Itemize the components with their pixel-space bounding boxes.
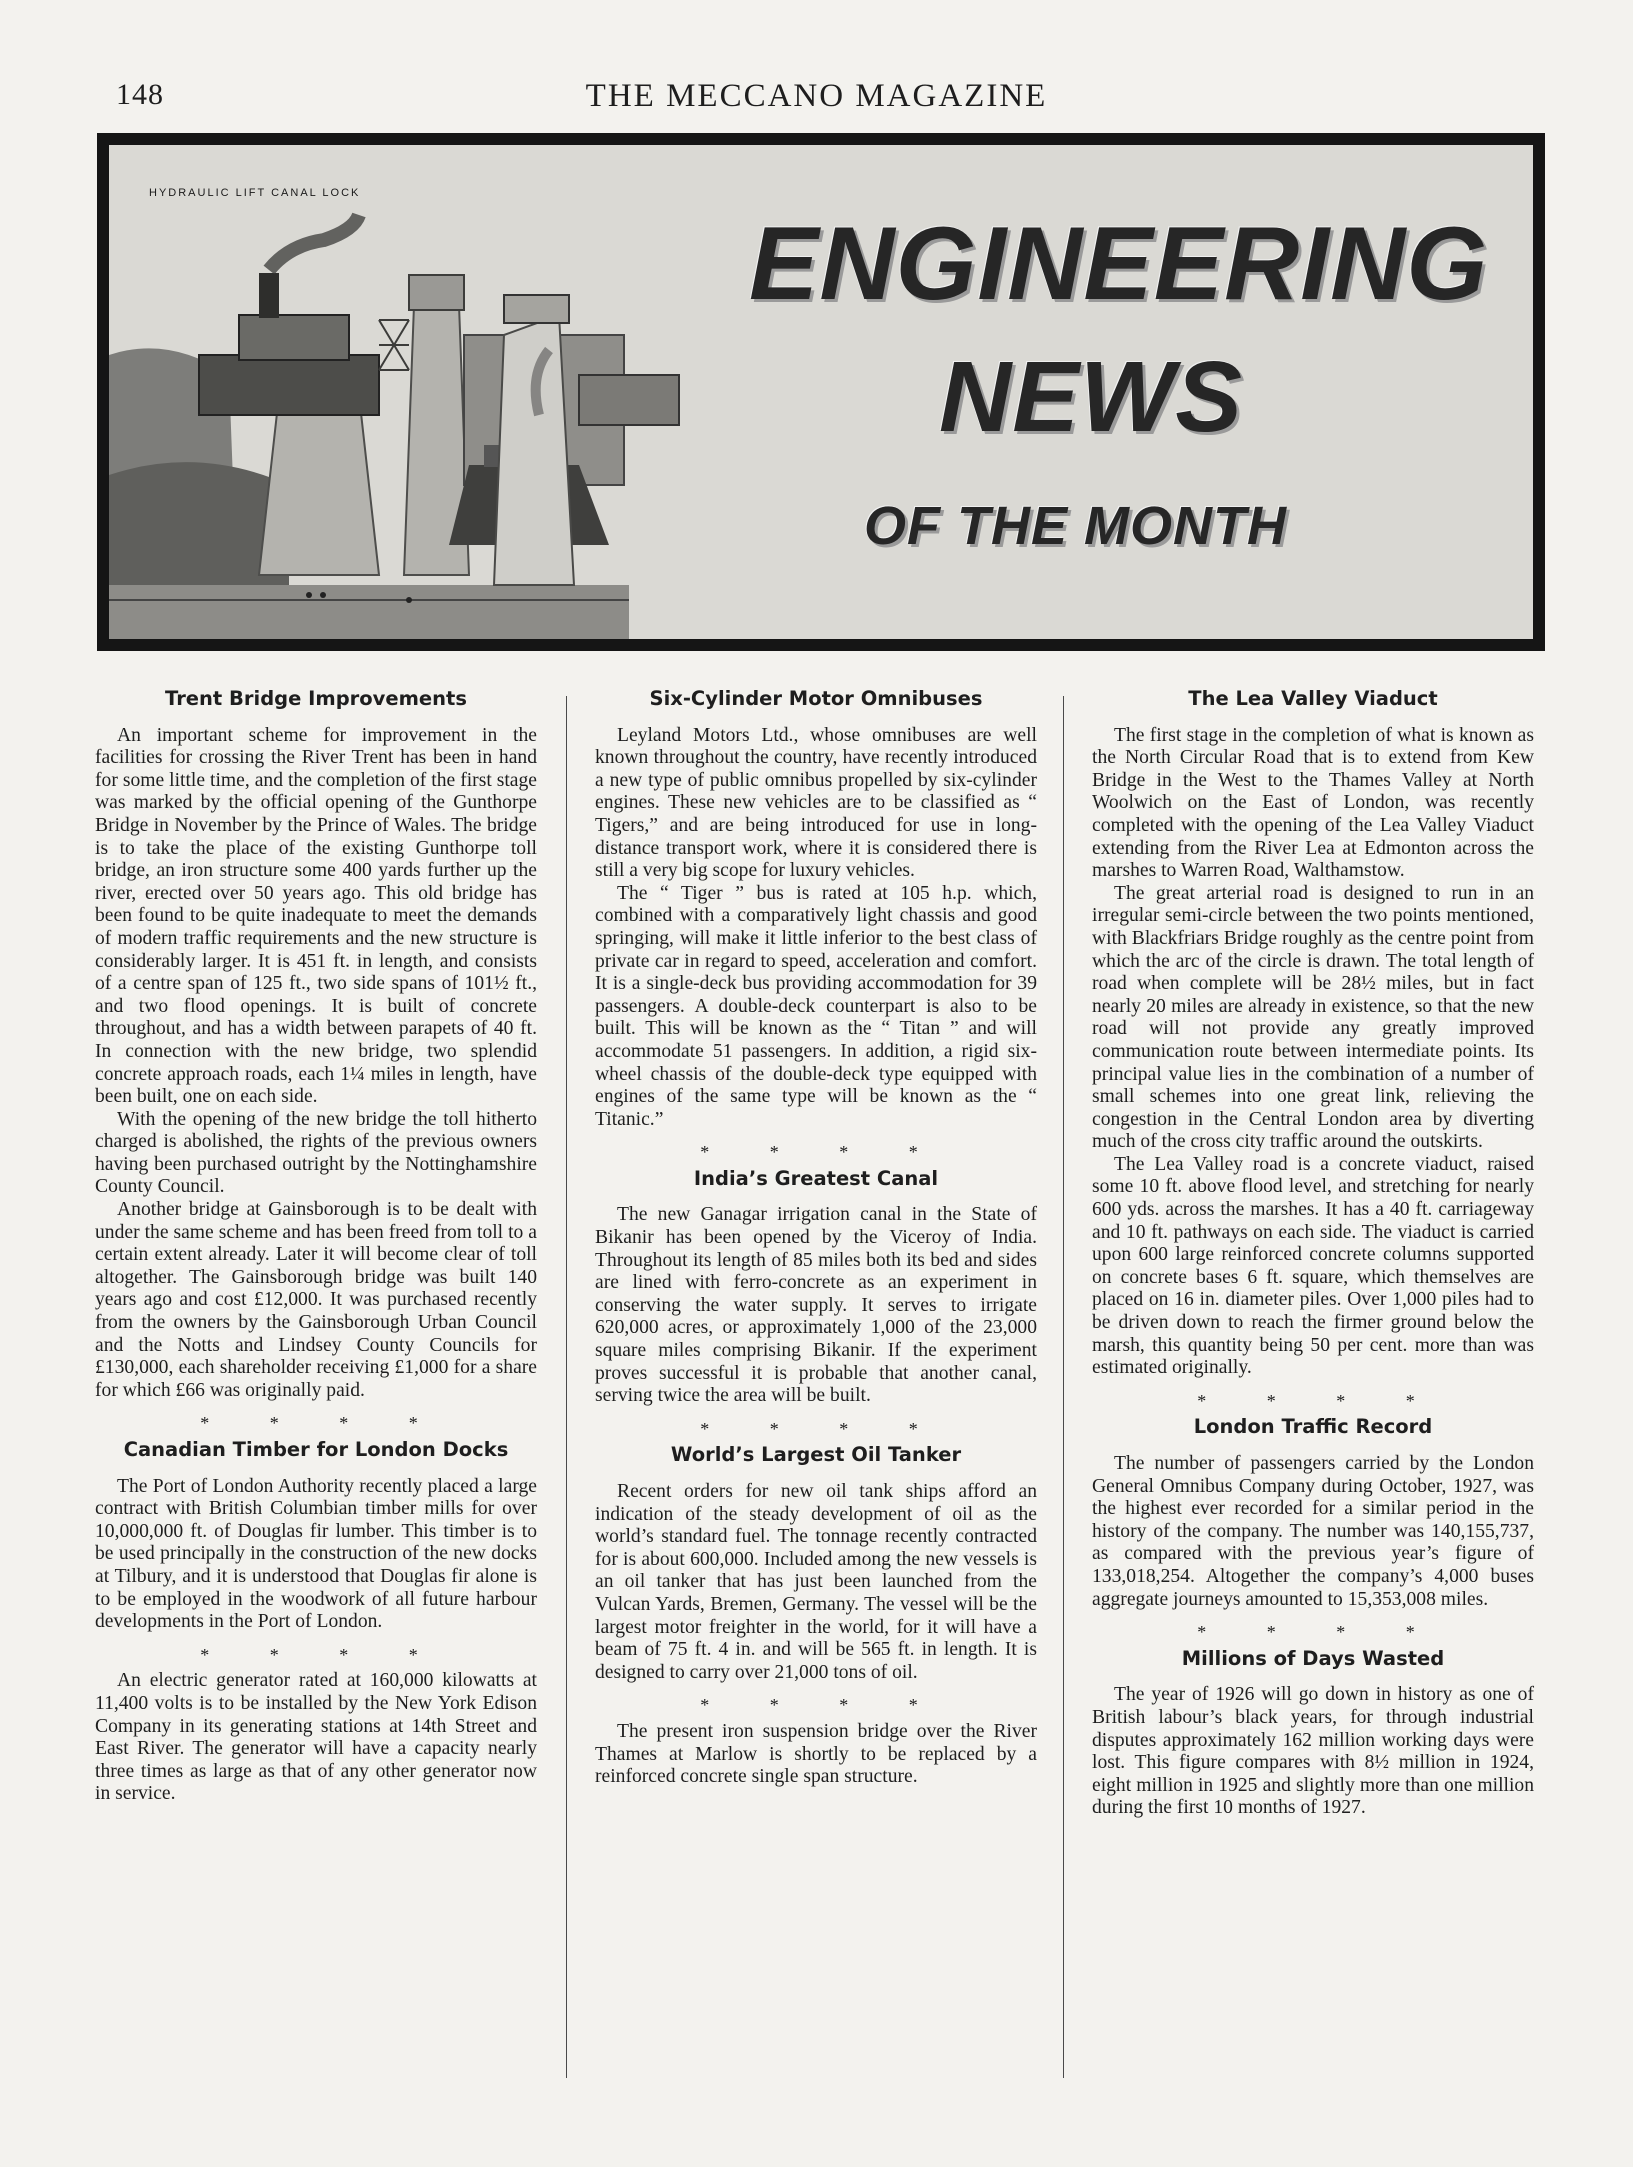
banner-word-news: NEWS	[939, 341, 1243, 453]
column-3	[1092, 688, 1534, 1820]
article-paragraph: The Port of London Authority recently placed a large contract with British Columbian timber mills for over 10,000,000 ft. of Douglas fir lumber. This timber is to be used principally in the construction of the new docks at Tilbury, and it is understood that Douglas fir alone is to be employed in the woodwork of all future harbour developments in the Port of London.	[95, 1475, 537, 1633]
article-paragraph: The great arterial road is designed to run in an irregular semi-circle between the two points mentioned, with Blackfriars Bridge roughly as the centre point from which the arc of the circle is drawn. The total length of road when complete will be 28½ miles, but in fact nearly 20 miles are already in existence, so that the new road will not provide any greatly improved communication route between intermediate points. Its principal value lies in the combination of a number of small schemes into one great link, relieving the congestion in the Central London area by diverting much of the cross city traffic around the outskirts.	[1092, 882, 1534, 1153]
headline-india-canal: India’s Greatest Canal	[693, 1166, 939, 1190]
banner-illustration	[109, 145, 1533, 639]
headline-oil-tanker: World’s Largest Oil Tanker	[670, 1443, 962, 1467]
article-paragraph: Another bridge at Gainsborough is to be dealt with under the same scheme and has been freed from toll to a certain extent already. Later it will become clear of toll altogether. The Gainsborough bridge was built 140 years ago and cost £12,000. It was purchased recently from the owners by the Gainsborough Urban Council and the Notts and Lindsey County Councils for £130,000, each shareholder receiving £1,000 for a share for which £66 was originally paid.	[95, 1199, 537, 1401]
article-paragraph: The number of passengers carried by the London General Omnibus Company during October, 1927, was the highest ever recorded for a similar period in the history of the company. The number was 140,155,737, as compared with the previous year’s figure of 133,018,254. Altogether the company’s 4,000 buses aggregate journeys amounted to 15,353,008 miles.	[1092, 1453, 1534, 1610]
section-divider: * * * *	[200, 1413, 446, 1434]
section-divider: * * * *	[1197, 1390, 1443, 1411]
column-2	[595, 688, 1037, 1789]
headline-days-wasted: Millions of Days Wasted	[1181, 1646, 1445, 1670]
banner-word-engineering: ENGINEERING	[749, 206, 1489, 322]
article-paragraph: An important scheme for improvement in the facilities for crossing the River Trent has been in hand for some little time, and the completion of the first stage was marked by the official opening of the Gunthorpe Bridge in November by the Prince of Wales. The bridge is to take the place of the existing Gunthorpe toll bridge, an iron structure some 400 yards further up the river, erected over 50 years ago. This old bridge has been found to be quite inadequate to meet the demands of modern traffic requirements and the new structure is considerably larger. It is 451 ft. in length, and consists of a centre span of 125 ft., two side spans of 101½ ft., and two flood openings. It is built of concrete throughout, and has a width between parapets of 40 ft. In connection with the new bridge, two splendid concrete approach roads, each 1¼ miles in length, have been built, one on each side.	[95, 724, 537, 1108]
article-paragraph: Recent orders for new oil tank ships afford an indication of the steady development of oil as the world’s standard fuel. The tonnage recently contracted for is about 600,000. Included among the new vessels is an oil tanker that has just been launched from the Vulcan Yards, Bremen, Germany. The vessel will be the largest motor freighter in the world, for it will have a beam of 75 ft. 4 in. and will be 565 ft. in length. It is designed to carry over 21,000 tons of oil.	[595, 1481, 1037, 1683]
section-divider: * * * *	[1197, 1622, 1443, 1643]
article-paragraph: An electric generator rated at 160,000 kilowatts at 11,400 volts is to be installed by the New York Edison Company in its generating stations at 14th Street and East River. The generator will have a capacity nearly three times as large as that of any other generator now in service.	[95, 1670, 537, 1805]
article-paragraph: The Lea Valley road is a concrete viaduct, raised some 10 ft. above flood level, and stretching for nearly 600 yds. across the marshes. It has a 40 ft. carriageway and 10 ft. pathways on each side. The viaduct is carried upon 600 large reinforced concrete columns supported on concrete bases 6 ft. square, which themselves are placed on 16 in. diameter piles. Over 1,000 piles had to be driven down to reach the firmer ground below the marsh, this quantity being 50 per cent. more than was estimated originally.	[1092, 1153, 1534, 1379]
article-paragraph: The “ Tiger ” bus is rated at 105 h.p. which, combined with a comparatively light chassis and good springing, will make it little inferior to the best class of private car in regard to speed, acceleration and comfort. It is a single-deck bus providing accommodation for 39 passengers. A double-deck counterpart is also to be built. This will be known as the “ Titan ” and will accommodate 51 passengers. In addition, a rigid six-wheel chassis of the double-deck type equipped with engines of the same type will be known as the “ Titanic.”	[595, 882, 1037, 1130]
section-divider: * * * *	[700, 1418, 946, 1439]
headline-trent-bridge: Trent Bridge Improvements	[165, 687, 467, 710]
section-divider: * * * *	[200, 1644, 446, 1665]
headline-lea-valley: The Lea Valley Viaduct	[1188, 687, 1438, 710]
article-paragraph: The year of 1926 will go down in history as one of British labour’s black years, for through industrial disputes approximately 162 million working days were lost. This figure compares with 8½ million in 1924, eight million in 1925 and slightly more than one million during the first 10 months of 1927.	[1092, 1684, 1534, 1819]
column-rule-2	[1063, 696, 1064, 2078]
section-divider: * * * *	[700, 1142, 946, 1163]
banner-word-of-the-month: OF THE MONTH	[864, 496, 1287, 556]
headline-motor-omnibuses: Six-Cylinder Motor Omnibuses	[649, 687, 983, 710]
article-paragraph: The present iron suspension bridge over the River Thames at Marlow is shortly to be replaced by a reinforced concrete single span structure.	[595, 1720, 1037, 1788]
article-paragraph: The new Ganagar irrigation canal in the State of Bikanir has been opened by the Viceroy of India. Throughout its length of 85 miles both its bed and sides are lined with ferro-concrete as an experiment in conserving the water supply. It serves to irrigate 620,000 acres, or approximately 1,000 of the 23,000 square miles comprising Bikanir. If the experiment proves successful it is probable that another canal, serving twice the area will be built.	[595, 1204, 1037, 1407]
column-1	[95, 688, 537, 1806]
engineering-news-banner	[97, 133, 1545, 651]
column-rule-1	[566, 696, 567, 2078]
section-divider: * * * *	[700, 1695, 946, 1716]
page-number: 148	[116, 78, 164, 111]
headline-traffic-record: London Traffic Record	[1193, 1415, 1433, 1439]
banner-caption: HYDRAULIC LIFT CANAL LOCK	[149, 187, 361, 199]
article-paragraph: The first stage in the completion of what is known as the North Circular Road that is to extend from Kew Bridge in the West to the Thames Valley at North Woolwich on the East of London, was recently completed with the opening of the Lea Valley Viaduct extending from the River Lea at Edmonton across the marshes to Warren Road, Walthamstow.	[1092, 724, 1534, 882]
magazine-title: THE MECCANO MAGAZINE	[585, 78, 1048, 114]
headline-canadian-timber: Canadian Timber for London Docks	[123, 1438, 509, 1461]
page-header	[0, 78, 1633, 122]
article-paragraph: Leyland Motors Ltd., whose omnibuses are well known throughout the country, have recently introduced a new type of public omnibus propelled by six-cylinder engines. These new vehicles are to be classified as “ Tigers,” and are being introduced for use in long-distance transport work, where it is considered there is still a very big scope for luxury vehicles.	[595, 724, 1037, 882]
article-paragraph: With the opening of the new bridge the toll hitherto charged is abolished, the rights of the previous owners having been purchased outright by the Nottinghamshire County Council.	[95, 1108, 537, 1198]
